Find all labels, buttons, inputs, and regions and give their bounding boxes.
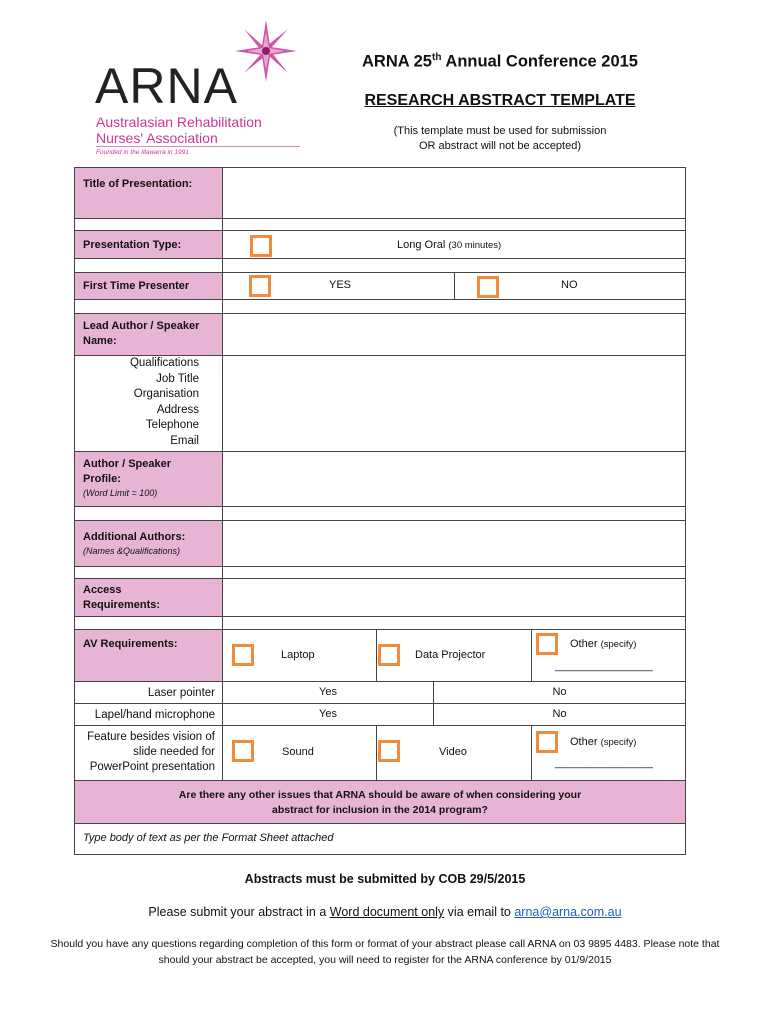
title-label-cell — [75, 168, 222, 218]
logo-line1: Australasian Rehabilitation — [96, 114, 262, 130]
vline-feat-2 — [531, 725, 532, 780]
hline-14 — [75, 629, 685, 630]
hline-4 — [75, 272, 685, 273]
hline-1 — [75, 218, 685, 219]
vline-av-1 — [376, 629, 377, 681]
title-input[interactable] — [223, 168, 685, 218]
body-hint[interactable]: Type body of text as per the Format Sheet attached — [83, 832, 334, 844]
logo-line2: Nurses' Association — [96, 130, 218, 146]
laptop-checkbox[interactable] — [232, 644, 254, 666]
word-only-text: Word document only — [329, 905, 445, 919]
deadline-note: Abstracts must be submitted by COB 29/5/2015 — [244, 872, 526, 886]
other-av-blank[interactable]: ________________ — [555, 660, 653, 672]
lapel-label: Lapel/hand microphone — [94, 709, 215, 721]
star-logo-icon — [233, 18, 299, 84]
vline-main — [222, 168, 223, 780]
header-note-1: (This template must be used for submission — [393, 125, 607, 137]
logo-rule — [96, 146, 300, 147]
hline-8 — [75, 451, 685, 452]
additional-note: (Names &Qualifications) — [83, 546, 181, 556]
access-input[interactable] — [223, 578, 685, 616]
lead-label: Lead Author / Speaker Name: — [83, 320, 200, 347]
laptop-label: Laptop — [281, 649, 315, 661]
vline-feat-1 — [376, 725, 377, 780]
profile-input[interactable] — [223, 451, 685, 506]
other-feature-blank[interactable]: ________________ — [555, 757, 653, 769]
laser-no[interactable]: No — [552, 686, 567, 698]
additional-label: Additional Authors: — [83, 531, 186, 543]
title-label: Title of Presentation: — [83, 178, 193, 190]
hline-12 — [75, 578, 685, 579]
field-job-title: Job Title — [156, 372, 199, 385]
sound-label: Sound — [282, 746, 314, 758]
vline-av-2 — [531, 629, 532, 681]
first-no-checkbox[interactable] — [477, 276, 499, 298]
hline-7 — [75, 355, 685, 356]
lead-input[interactable] — [223, 313, 685, 355]
long-oral-option: Long Oral (30 minutes) — [397, 239, 502, 251]
submit-instructions: Please submit your abstract in a Word document only via email to arna@arna.com.au — [148, 905, 622, 919]
first-label: First Time Presenter — [83, 280, 190, 292]
hline-11 — [75, 566, 685, 567]
av-label: AV Requirements: — [83, 638, 178, 650]
hline-19 — [75, 823, 685, 824]
lapel-yes[interactable]: Yes — [319, 708, 337, 720]
field-organisation: Organisation — [133, 388, 199, 400]
feature-label: Feature besides vision of slide needed for PowerPoint presentation — [87, 731, 215, 773]
hline-15 — [75, 681, 685, 682]
field-address: Address — [156, 403, 199, 416]
hline-5 — [75, 299, 685, 300]
additional-input[interactable] — [223, 520, 685, 566]
projector-checkbox[interactable] — [378, 644, 400, 666]
sound-checkbox[interactable] — [232, 740, 254, 762]
other-av-checkbox[interactable] — [536, 633, 558, 655]
lapel-no[interactable]: No — [552, 708, 567, 720]
other-feature-checkbox[interactable] — [536, 731, 558, 753]
logo-name: ARNA — [95, 58, 238, 114]
access-label: Access Requirements: — [83, 584, 161, 611]
hline-18 — [75, 780, 685, 781]
type-label: Presentation Type: — [83, 239, 182, 251]
issues-question: Are there any other issues that ARNA should be aware of when considering your abstract for inclusion in the 2014 program? — [178, 789, 582, 816]
field-telephone: Telephone — [145, 419, 199, 431]
questions-note: Should you have any questions regarding completion of this form or format of your abstract please call ARNA on 03 9895 4483. Please note that should your abstract be accepted, you will need to register for the ARNA conference by 01/9/2015 — [50, 938, 720, 966]
hline-3 — [75, 258, 685, 259]
first-no-label: NO — [561, 279, 578, 291]
hline-10 — [75, 520, 685, 521]
arna-logo — [95, 18, 305, 158]
hline-13 — [75, 616, 685, 617]
field-qualifications: Qualifications — [129, 357, 199, 369]
field-email: Email — [170, 434, 199, 447]
video-checkbox[interactable] — [378, 740, 400, 762]
vline-yes-no — [454, 272, 455, 300]
hline-2 — [75, 230, 685, 231]
abstract-form — [74, 167, 686, 855]
page-title: ARNA 25th Annual Conference 2015 — [362, 52, 638, 71]
email-link[interactable]: arna@arna.com.au — [514, 905, 622, 919]
first-yes-label: YES — [329, 279, 352, 291]
long-oral-checkbox[interactable] — [250, 235, 272, 257]
video-label: Video — [439, 746, 467, 758]
logo-founded: Founded in the Illawarra in 1991 — [96, 149, 189, 156]
laser-label: Laser pointer — [147, 687, 215, 699]
laser-yes[interactable]: Yes — [319, 686, 337, 698]
hline-17 — [75, 725, 685, 726]
hline-9 — [75, 506, 685, 507]
hline-16 — [75, 703, 685, 704]
profile-label: Author / Speaker Profile: — [83, 458, 172, 485]
other-feature-label: Other (specify) — [570, 736, 637, 748]
page-subtitle: RESEARCH ABSTRACT TEMPLATE — [364, 92, 636, 109]
projector-label: Data Projector — [415, 649, 486, 661]
hline-6 — [75, 313, 685, 314]
profile-note: (Word Limit = 100) — [83, 488, 158, 498]
header-note-2: OR abstract will not be accepted) — [418, 140, 582, 152]
first-yes-checkbox[interactable] — [249, 275, 271, 297]
other-av-label: Other (specify) — [570, 638, 637, 650]
